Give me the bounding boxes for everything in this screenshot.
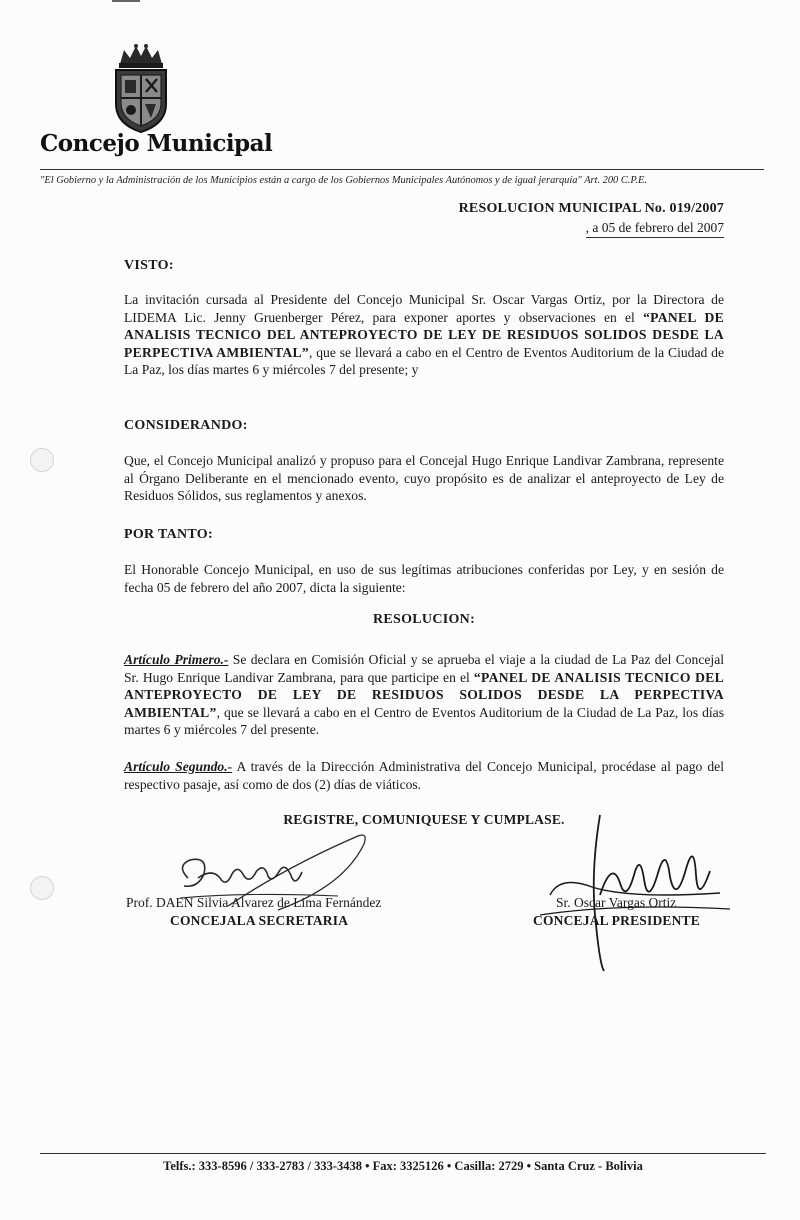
article-first-text-1: Se declara en Comisión Oficial y se aprueba el viaje a la ciudad de La Paz del Concejal Sr. Hugo Enrique Landivar Zambrana, para que participe en el <box>124 652 725 685</box>
considerando-paragraph: Que, el Concejo Municipal analizó y propuso para el Concejal Hugo Enrique Landivar Zambrana, represente al Órgano Deliberante en el mencionado evento, cuyo propósito es de analizar el anteproyecto de Ley de Residuos Sólidos, sus reglamentos y anexos. <box>124 453 724 504</box>
por-tanto-heading: POR TANTO: <box>124 527 213 542</box>
punch-hole <box>30 876 54 900</box>
considerando-heading: CONSIDERANDO: <box>124 418 248 433</box>
signature-president <box>530 775 750 975</box>
header-divider <box>40 169 764 170</box>
constitution-motto: "El Gobierno y la Administración de los Municipios están a cargo de los Gobiernos Municipales Autónomos y de igual jerarquía" Art. 200 C.P.E. <box>40 175 647 186</box>
signature-secretary <box>168 826 378 926</box>
visto-paragraph <box>124 291 724 379</box>
org-name: Concejo Municipal <box>40 130 273 157</box>
resolution-date: , a 05 de febrero del 2007 <box>586 220 724 238</box>
article-first-panel-title: “PANEL DE ANALISIS TECNICO DEL ANTEPROYECTO DE LEY DE RESIDUOS SOLIDOS DESDE LA PERPECTIVA AMBIENTAL” <box>124 669 725 720</box>
visto-panel-title: “PANEL DE ANALISIS TECNICO DEL ANTEPROYECTO DE LEY DE RESIDUOS SOLIDOS DESDE LA PERPECTIVA AMBIENTAL” <box>124 309 724 360</box>
article-first-text-2: , que se llevará a cabo en el Centro de Eventos Auditorium de la Ciudad de La Paz, los días martes 6 y miércoles 7 del presente. <box>124 704 724 738</box>
visto-text-2: , que se llevará a cabo en el Centro de Eventos Auditorium de la Ciudad de La Paz, los días martes 6 y miércoles 7 del presente; y <box>124 344 725 378</box>
scan-mark <box>112 0 140 2</box>
article-second-text: A través de la Dirección Administrativa del Concejo Municipal, procédase al pago del respectivo pasaje, así como de dos (2) días de viáticos. <box>124 759 724 792</box>
punch-hole <box>30 448 54 472</box>
visto-text-1: La invitación cursada al Presidente del Concejo Municipal Sr. Oscar Vargas Ortiz, por la Directora de LIDEMA Lic. Jenny Gruenberger Pérez, para exponer aportes y observaciones en el <box>124 292 724 325</box>
footer-divider <box>40 1153 766 1154</box>
contact-footer: Telfs.: 333-8596 / 333-2783 / 333-3438 • Fax: 3325126 • Casilla: 2729 • Santa Cruz - Bolivia <box>163 1159 643 1173</box>
signatory-president-title: CONCEJAL PRESIDENTE <box>533 913 700 928</box>
por-tanto-paragraph: El Honorable Concejo Municipal, en uso de sus legítimas atribuciones conferidas por Ley, y en sesión de fecha 05 de febrero del año 2007, dicta la siguiente: <box>124 562 724 595</box>
signatory-secretary-name: Prof. DAEN Silvia Alvarez de Lima Fernández <box>126 895 382 910</box>
signatory-president-name: Sr. Oscar Vargas Ortiz <box>556 895 677 910</box>
resolucion-title: RESOLUCION: <box>372 612 476 627</box>
resolution-number: RESOLUCION MUNICIPAL No. 019/2007 <box>458 201 724 216</box>
article-first-label: Artículo Primero.- <box>124 652 229 667</box>
article-first <box>124 651 724 739</box>
article-second-label: Artículo Segundo.- <box>124 759 233 774</box>
signatory-secretary-title: CONCEJALA SECRETARIA <box>170 913 349 928</box>
coat-of-arms-icon <box>108 42 174 134</box>
closing-formula: REGISTRE, COMUNIQUESE Y CUMPLASE. <box>283 812 565 827</box>
visto-heading: VISTO: <box>124 258 174 273</box>
